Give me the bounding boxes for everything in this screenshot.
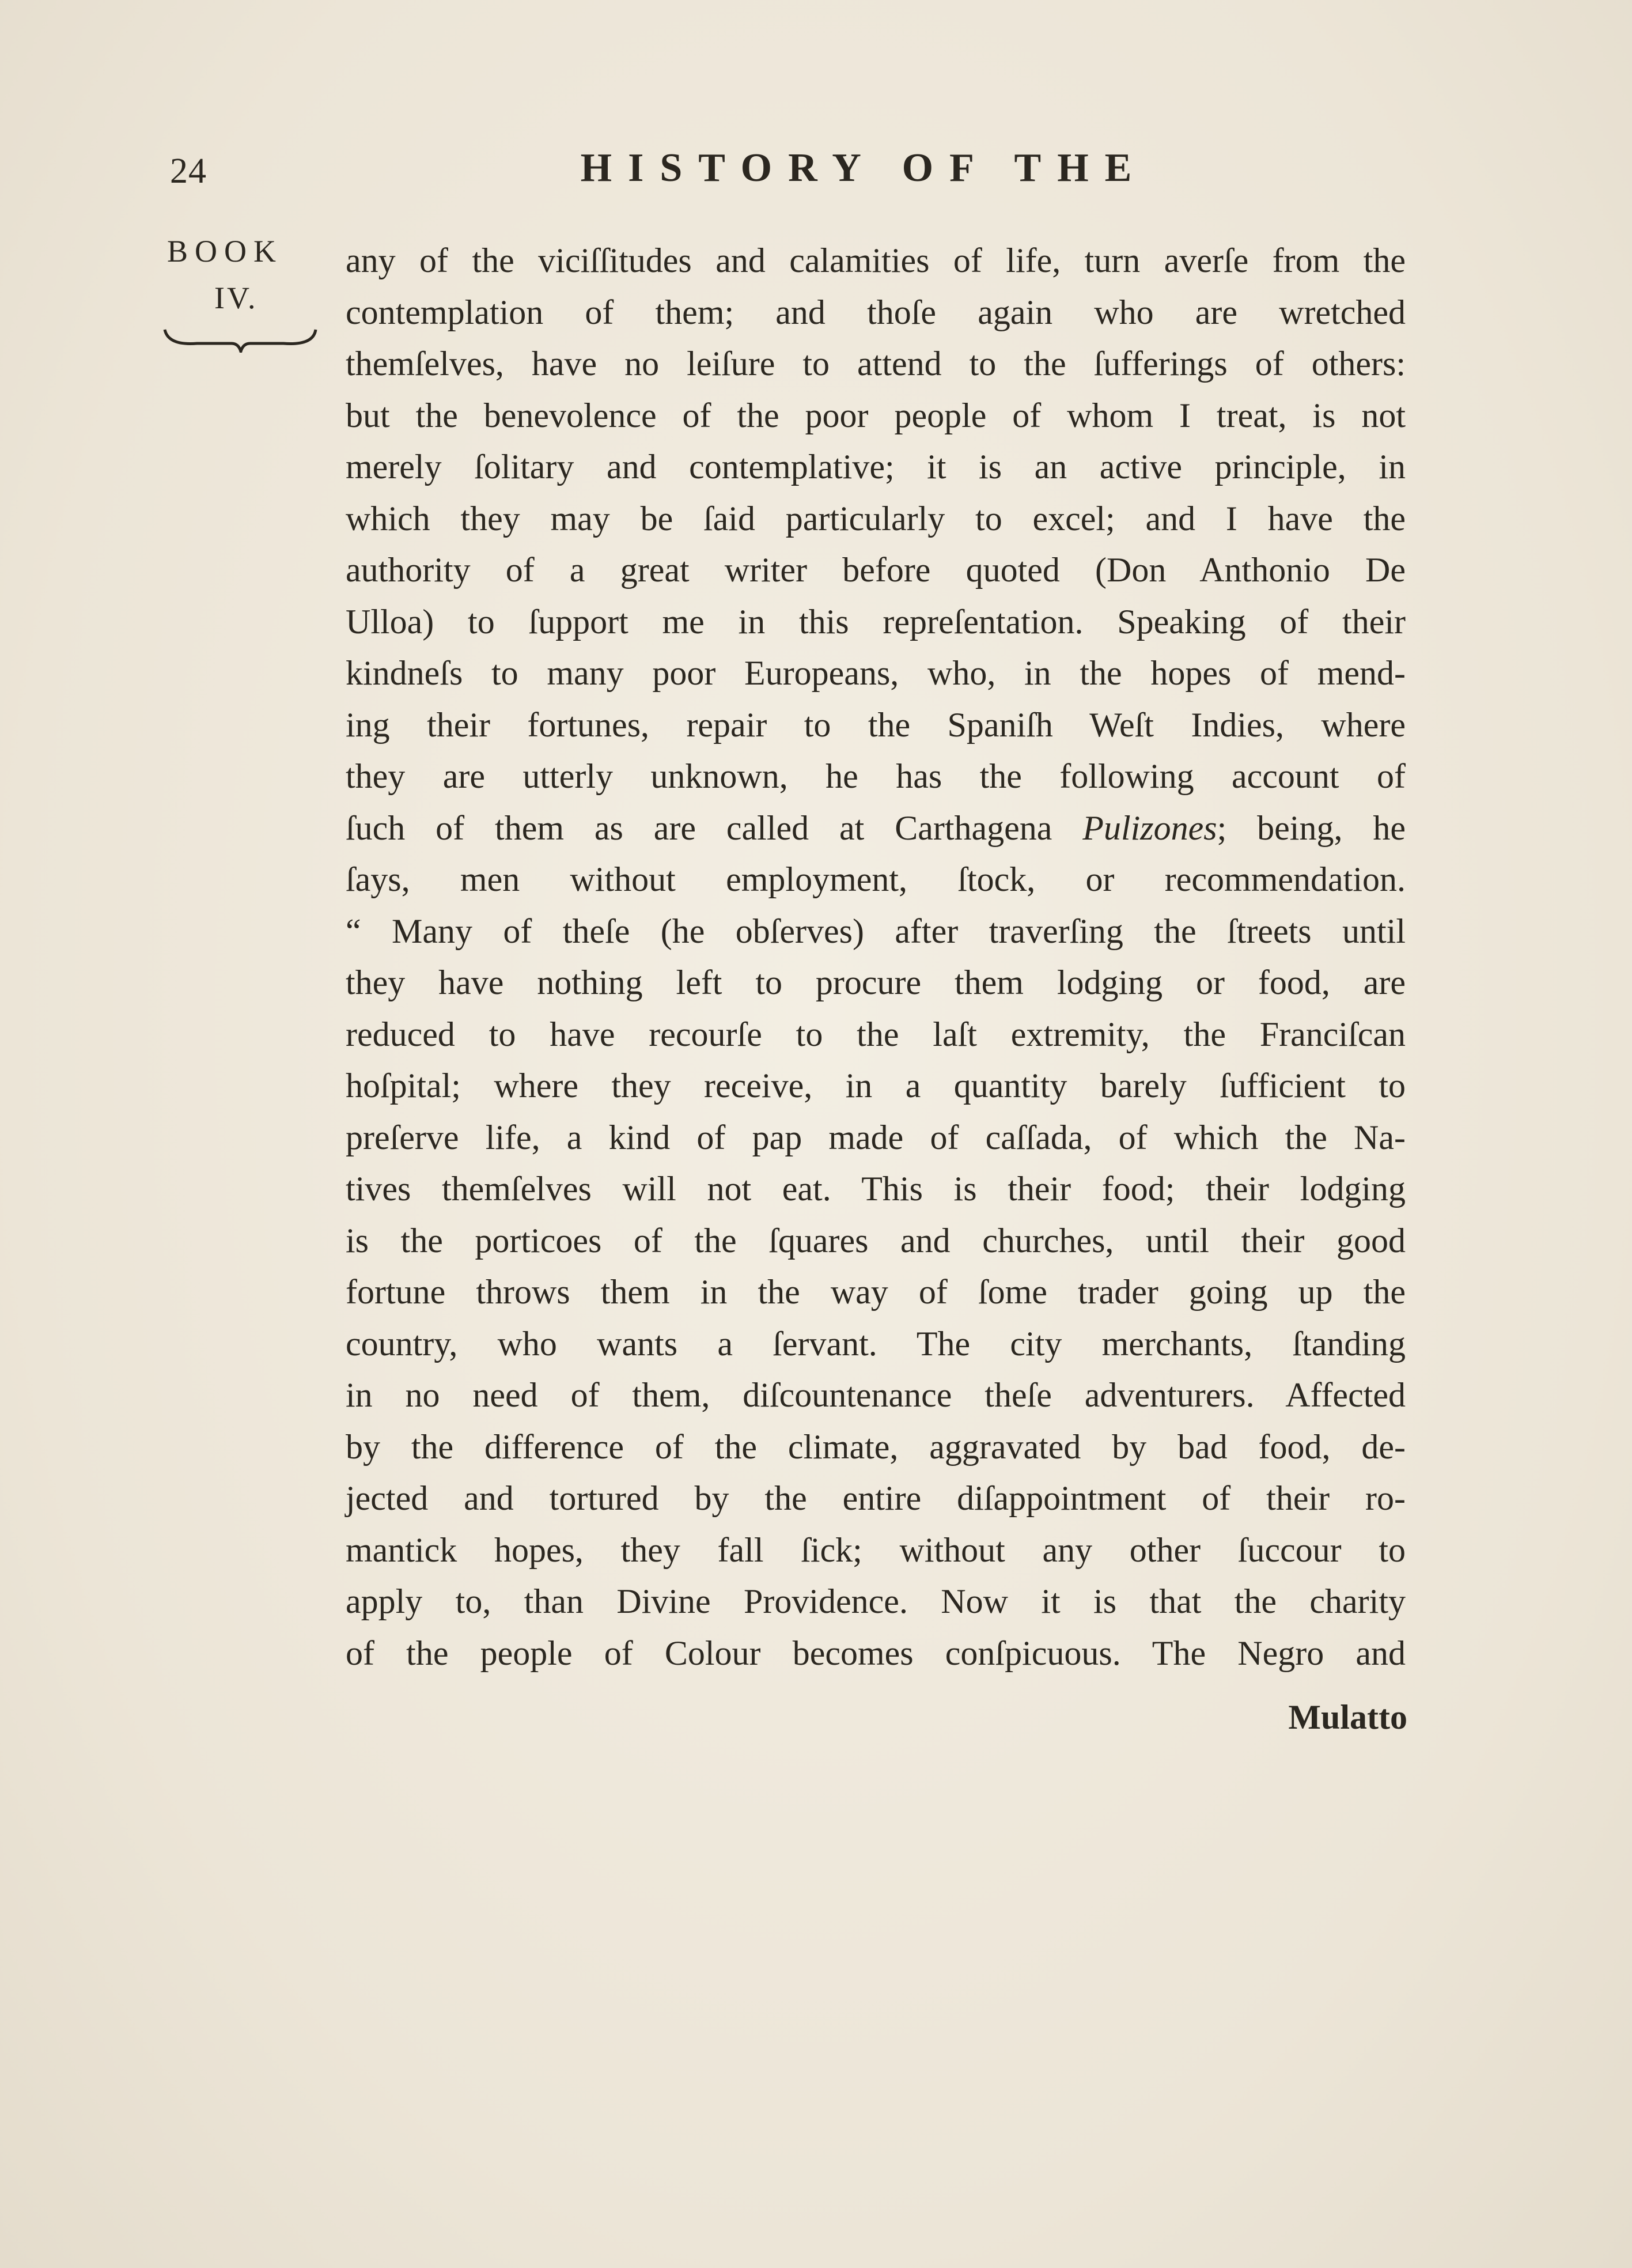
text-line: they are utterly unknown, he has the following account of <box>346 757 1406 795</box>
text-line: tives themſelves will not eat. This is their food; their lodging <box>346 1170 1406 1208</box>
text-line: which they may be ſaid particularly to excel; and I have the <box>346 499 1406 538</box>
text-line: they have nothing left to procure them lodging or food, are <box>346 963 1406 1001</box>
text-line: contemplation of them; and thoſe again who are wretched <box>346 293 1406 331</box>
text-line: ſuch of them as are called at Carthagena Pulizones; being, he <box>346 808 1406 847</box>
text-line: hoſpital; where they receive, in a quantity barely ſufficient to <box>346 1067 1406 1105</box>
text-line: country, who wants a ſervant. The city merchants, ſtanding <box>346 1324 1406 1363</box>
text-line: fortune throws them in the way of ſome trader going up the <box>346 1273 1406 1311</box>
text-line: kindneſs to many poor Europeans, who, in the hopes of mend- <box>346 654 1406 692</box>
text-line: ing their fortunes, repair to the Spaniſh Weſt Indies, where <box>346 705 1406 744</box>
text-line: reduced to have recourſe to the laſt extremity, the Franciſcan <box>346 1015 1406 1053</box>
text-line: apply to, than Divine Providence. Now it is that the charity <box>346 1582 1406 1620</box>
page-number: 24 <box>170 152 207 191</box>
text-line: of the people of Colour becomes conſpicuous. The Negro and <box>346 1634 1406 1672</box>
margin-brace-ornament <box>162 326 318 353</box>
margin-book-label: BOOK <box>167 234 283 269</box>
text-line: ſays, men without employment, ſtock, or recommendation. <box>346 860 1406 898</box>
italic-term: Pulizones <box>1082 808 1217 847</box>
text-line: but the benevolence of the poor people of whom I treat, is not <box>346 396 1406 434</box>
text-line: Ulloa) to ſupport me in this repreſentation. Speaking of their <box>346 602 1406 641</box>
catchword: Mulatto <box>1288 1698 1407 1736</box>
text-line: by the difference of the climate, aggravated by bad food, de- <box>346 1427 1406 1466</box>
text-line: mantick hopes, they fall ſick; without any other ſuccour to <box>346 1530 1406 1569</box>
text-line: merely ſolitary and contemplative; it is an active principle, in <box>346 448 1406 486</box>
text-line: authority of a great writer before quoted (Don Anthonio De <box>346 551 1406 589</box>
text-line: in no need of them, diſcountenance theſe adventurers. Affected <box>346 1376 1406 1414</box>
text-line: jected and tortured by the entire diſappointment of their ro- <box>346 1479 1406 1517</box>
text-line: “ Many of theſe (he obſerves) after traverſing the ſtreets until <box>346 912 1406 950</box>
text-line: any of the viciſſitudes and calamities of life, turn averſe from the <box>346 241 1406 279</box>
text-line: preſerve life, a kind of pap made of caſſada, of which the Na- <box>346 1118 1406 1156</box>
text-line: themſelves, have no leiſure to attend to the ſufferings of others: <box>346 345 1406 383</box>
text-line: is the porticoes of the ſquares and churches, until their good <box>346 1221 1406 1260</box>
body-text <box>346 235 1406 1679</box>
running-title: HISTORY OF THE <box>580 146 1148 190</box>
margin-book-number: IV. <box>214 281 258 315</box>
